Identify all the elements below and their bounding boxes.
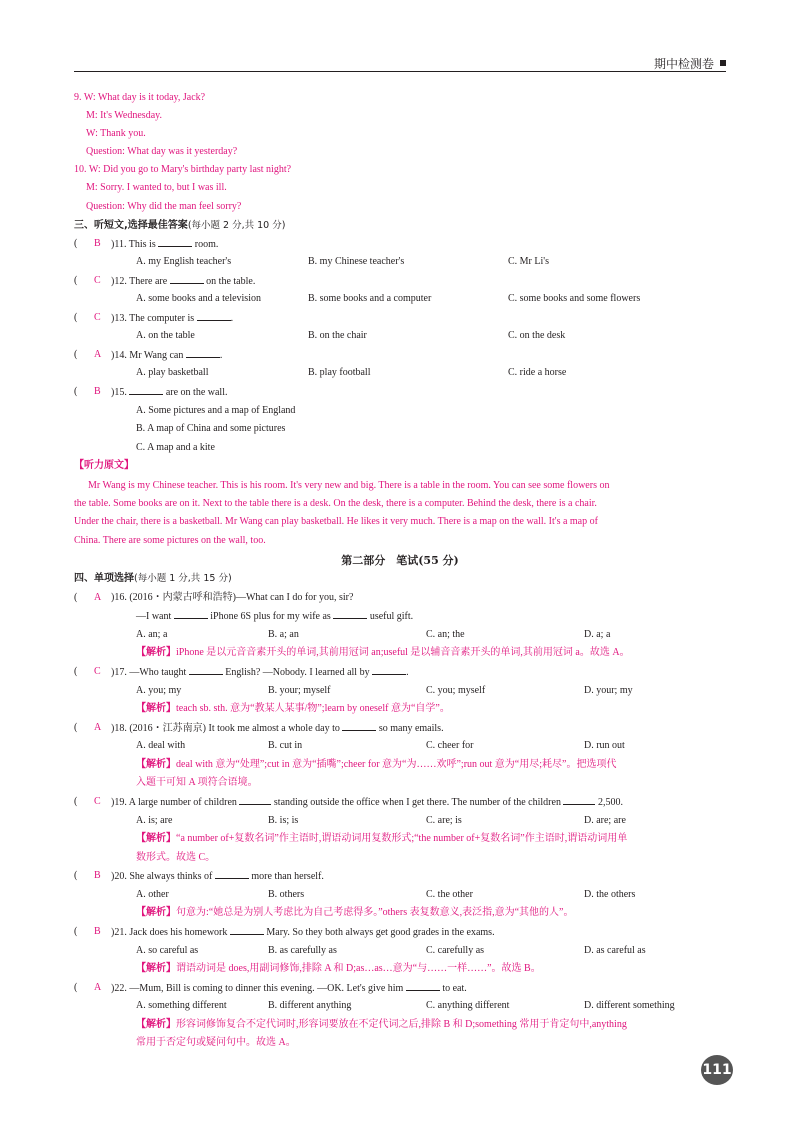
option-c: C. Mr Li's bbox=[508, 256, 549, 267]
question-paren: ( bbox=[74, 349, 78, 360]
option-c: C. an; the bbox=[426, 629, 465, 640]
script-line: W: Thank you. bbox=[86, 128, 146, 139]
option-b: B. as carefully as bbox=[268, 945, 337, 956]
answer-letter: C bbox=[94, 796, 101, 807]
explanation: 【解析】deal with 意为“处理”;cut in 意为“插嘴”;cheer for 意为“为……欢呼”;run out 意为“用尽;耗尽”。把选项代 bbox=[136, 759, 617, 770]
question-paren: ( bbox=[74, 238, 78, 249]
header-square-icon bbox=[720, 60, 726, 66]
option-a: A. other bbox=[136, 889, 169, 900]
question-paren: ( bbox=[74, 312, 78, 323]
transcript-label: 【听力原文】 bbox=[74, 460, 134, 471]
option-b: B. cut in bbox=[268, 740, 303, 751]
question-stem: )17. —Who taught English? —Nobody. I learned all by . bbox=[111, 667, 409, 678]
script-line: 9. W: What day is it today, Jack? bbox=[74, 92, 206, 103]
answer-letter: C bbox=[94, 275, 101, 286]
option-c: C. ride a horse bbox=[508, 367, 567, 378]
answer-letter: A bbox=[94, 349, 102, 360]
option-b: B. a; an bbox=[268, 629, 299, 640]
option-c: C. you; myself bbox=[426, 685, 486, 696]
question-paren: ( bbox=[74, 870, 78, 881]
option-b: B. play football bbox=[308, 367, 371, 378]
option-a: A. so careful as bbox=[136, 945, 199, 956]
question-paren: ( bbox=[74, 722, 78, 733]
question-stem: )13. The computer is . bbox=[111, 313, 234, 324]
question-stem: )21. Jack does his homework Mary. So they both always get good grades in the exams. bbox=[111, 927, 495, 938]
option-a: A. deal with bbox=[136, 740, 186, 751]
transcript-line: Mr Wang is my Chinese teacher. This is his room. It's very new and big. There is a table in the room. You can see some flowers on bbox=[88, 480, 610, 491]
option-c: C. the other bbox=[426, 889, 473, 900]
option-c: C. A map and a kite bbox=[136, 442, 215, 453]
header-rule bbox=[74, 71, 726, 72]
option-b: B. on the chair bbox=[308, 330, 367, 341]
option-d: D. different something bbox=[584, 1000, 675, 1011]
question-paren: ( bbox=[74, 796, 78, 807]
option-b: B. different anything bbox=[268, 1000, 352, 1011]
option-c: C. cheer for bbox=[426, 740, 474, 751]
explanation: 【解析】句意为:“她总是为别人考虑比为自己考虑得多。”others 表复数意义,表泛指,意为“其他的人”。 bbox=[136, 907, 574, 918]
page-number: 111 bbox=[701, 1055, 733, 1085]
explanation: 【解析】teach sb. sth. 意为“教某人某事/物”;learn by oneself 意为“自学”。 bbox=[136, 703, 450, 714]
question-paren: ( bbox=[74, 666, 78, 677]
answer-letter: B bbox=[94, 386, 101, 397]
explanation: 【解析】形容词修饰复合不定代词时,形容词要放在不定代词之后,排除 B 和 D;something 常用于肯定句中,anything bbox=[136, 1019, 627, 1030]
answer-blank bbox=[230, 925, 264, 935]
option-b: B. some books and a computer bbox=[308, 293, 432, 304]
transcript-line: China. There are some pictures on the wall, too. bbox=[74, 535, 266, 546]
option-a: A. you; my bbox=[136, 685, 182, 696]
question-stem: )18. (2016・江苏南京) It took me almost a whole day to so many emails. bbox=[111, 723, 444, 734]
question-stem: )16. (2016・内蒙古呼和浩特)—What can I do for you, sir? bbox=[111, 592, 354, 603]
question-paren: ( bbox=[74, 386, 78, 397]
header-title: 期中检测卷 bbox=[653, 57, 714, 71]
script-line: M: Sorry. I wanted to, but I was ill. bbox=[86, 182, 227, 193]
option-d: D. as careful as bbox=[584, 945, 646, 956]
option-a: A. something different bbox=[136, 1000, 227, 1011]
question-paren: ( bbox=[74, 592, 78, 603]
answer-blank bbox=[170, 274, 204, 284]
option-d: D. are; are bbox=[584, 815, 626, 826]
question-stem: )15. are on the wall. bbox=[111, 387, 228, 398]
option-b: B. my Chinese teacher's bbox=[308, 256, 405, 267]
question-stem: )14. Mr Wang can . bbox=[111, 350, 223, 361]
option-c: C. anything different bbox=[426, 1000, 510, 1011]
transcript-line: Under the chair, there is a basketball. Mr Wang can play basketball. He likes it very much. There is a map on the wall. It's a map of bbox=[74, 516, 598, 527]
question-stem: )12. There are on the table. bbox=[111, 276, 256, 287]
option-c: C. are; is bbox=[426, 815, 462, 826]
option-a: A. my English teacher's bbox=[136, 256, 232, 267]
explanation-cont: 常用于否定句或疑问句中。故选 A。 bbox=[136, 1037, 296, 1048]
option-d: D. your; my bbox=[584, 685, 633, 696]
answer-blank bbox=[174, 609, 208, 619]
answer-letter: B bbox=[94, 926, 101, 937]
script-line: 10. W: Did you go to Mary's birthday party last night? bbox=[74, 164, 292, 175]
option-a: A. on the table bbox=[136, 330, 195, 341]
answer-letter: C bbox=[94, 666, 101, 677]
option-d: D. run out bbox=[584, 740, 625, 751]
explanation: 【解析】谓语动词是 does,用副词修饰,排除 A 和 D;as…as…意为“与……一样……”。故选 B。 bbox=[136, 963, 541, 974]
option-d: D. a; a bbox=[584, 629, 611, 640]
script-line: Question: What day was it yesterday? bbox=[86, 146, 238, 157]
question-paren: ( bbox=[74, 982, 78, 993]
part-title: 第二部分 笔试(55 分) bbox=[341, 554, 459, 567]
answer-blank bbox=[215, 869, 249, 879]
option-c: C. some books and some flowers bbox=[508, 293, 641, 304]
option-a: A. an; a bbox=[136, 629, 168, 640]
option-b: B. is; is bbox=[268, 815, 299, 826]
option-a: A. Some pictures and a map of England bbox=[136, 405, 296, 416]
section-heading-4: 四、单项选择(每小题 1 分,共 15 分) bbox=[74, 573, 232, 584]
answer-blank bbox=[333, 609, 367, 619]
answer-blank bbox=[158, 237, 192, 247]
transcript-line: the table. Some books are on it. Next to the table there is a desk. On the desk, there is a computer. Behind the desk, there is a chair. bbox=[74, 498, 597, 509]
answer-letter: A bbox=[94, 982, 102, 993]
answer-letter: A bbox=[94, 592, 102, 603]
question-stem: )20. She always thinks of more than herself. bbox=[111, 871, 324, 882]
answer-letter: A bbox=[94, 722, 102, 733]
option-c: C. carefully as bbox=[426, 945, 485, 956]
answer-blank bbox=[186, 348, 220, 358]
option-a: A. play basketball bbox=[136, 367, 209, 378]
option-b: B. your; myself bbox=[268, 685, 331, 696]
answer-letter: C bbox=[94, 312, 101, 323]
script-line: Question: Why did the man feel sorry? bbox=[86, 201, 242, 212]
option-b: B. A map of China and some pictures bbox=[136, 423, 286, 434]
section-heading-3: 三、听短文,选择最佳答案(每小题 2 分,共 10 分) bbox=[74, 220, 286, 231]
answer-blank bbox=[189, 665, 223, 675]
answer-blank bbox=[372, 665, 406, 675]
explanation: 【解析】iPhone 是以元音音素开头的单词,其前用冠词 an;useful 是以辅音音素开头的单词,其前用冠词 a。故选 A。 bbox=[136, 647, 630, 658]
option-c: C. on the desk bbox=[508, 330, 566, 341]
explanation-cont: 数形式。故选 C。 bbox=[136, 852, 216, 863]
explanation-cont: 入题干可知 A 项符合语境。 bbox=[136, 777, 258, 788]
question-stem: )11. This is room. bbox=[111, 239, 219, 250]
question-stem-line2: —I want iPhone 6S plus for my wife as useful gift. bbox=[136, 611, 414, 622]
question-paren: ( bbox=[74, 926, 78, 937]
answer-letter: B bbox=[94, 870, 101, 881]
answer-blank bbox=[563, 795, 595, 805]
option-a: A. is; are bbox=[136, 815, 173, 826]
option-a: A. some books and a television bbox=[136, 293, 261, 304]
answer-blank bbox=[239, 795, 271, 805]
option-d: D. the others bbox=[584, 889, 636, 900]
explanation: 【解析】“a number of+复数名词”作主语时,谓语动词用复数形式;“the number of+复数名词”作主语时,谓语动词用单 bbox=[136, 833, 628, 844]
answer-blank bbox=[406, 981, 440, 991]
question-stem: )22. —Mum, Bill is coming to dinner this evening. —OK. Let's give him to eat. bbox=[111, 983, 467, 994]
question-stem: )19. A large number of children standing outside the office when I get there. The number of the children 2,500. bbox=[111, 797, 623, 808]
option-b: B. others bbox=[268, 889, 305, 900]
answer-blank bbox=[197, 311, 231, 321]
answer-blank bbox=[342, 721, 376, 731]
script-line: M: It's Wednesday. bbox=[86, 110, 162, 121]
answer-letter: B bbox=[94, 238, 101, 249]
question-paren: ( bbox=[74, 275, 78, 286]
answer-blank bbox=[129, 385, 163, 395]
